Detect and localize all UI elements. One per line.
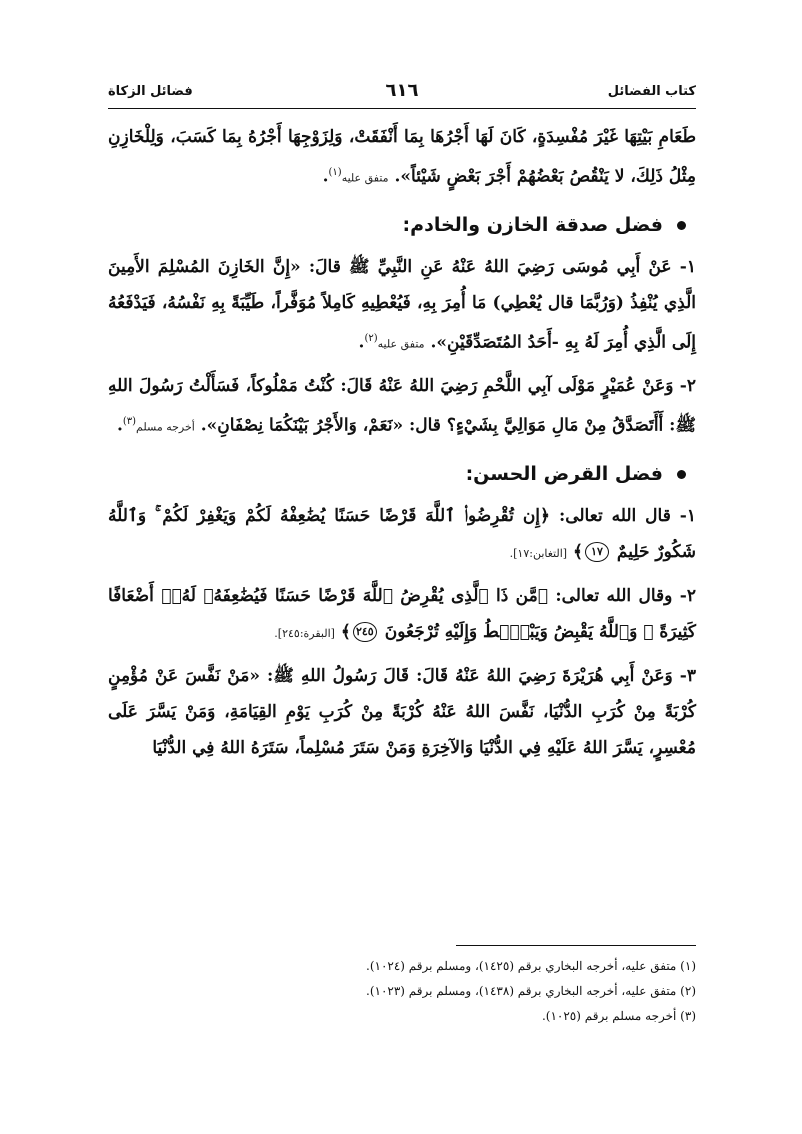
footnote: (٢) متفق عليه، أخرجه البخاري برقم (١٤٣٨)، ومسلم برقم (١٠٢٣). bbox=[366, 984, 696, 998]
ayah-number-icon: ١٧ bbox=[585, 542, 609, 562]
header-rule bbox=[108, 108, 696, 109]
page-number: ٦١٦ bbox=[385, 80, 419, 101]
hadith-item bbox=[108, 658, 696, 766]
intro-paragraph: طَعَامِ بَيْتِهَا غَيْرَ مُفْسِدَةٍ، كَانَ لَهَا أَجْرُهَا بِمَا أَنْفَقَتْ، وَلِزَوْجِهَا أَجْرُهُ بِمَا كَسَبَ، وَلِلْخَازِنِ مِثْلُ ذَلِكَ، لا يَنْقُصُ بَعْضُهُمْ أَجْرَ بَعْضٍ شَيْئاً». متفق عليه$^{(١)}$. bbox=[108, 127, 696, 187]
page bbox=[108, 80, 696, 772]
footnote: (٣) أخرجه مسلم برقم (١٠٢٥). bbox=[541, 1009, 696, 1023]
footnote-marker: (١) bbox=[328, 167, 342, 178]
chapter-title: فضائل الزكاة bbox=[108, 84, 193, 99]
quran-item bbox=[108, 578, 696, 652]
quran-ref: [البقرة:٢٤٥]. bbox=[274, 626, 335, 640]
quran-lead: وقال الله تعالى: bbox=[555, 585, 673, 606]
hadith-text: وَعَنْ عُمَيْرٍ مَوْلَى آبِي اللَّحْمِ رَضِيَ اللهُ عَنْهُ قَالَ: كُنْتُ مَمْلُوكاً، فَسَأَلْتُ رَسُولَ اللهِ ﷺ: أَأَتَصَدَّقُ مِنْ مَالِ مَوَالِيَّ بِشَيْءٍ؟ قال: «نَعَمْ، وَالأَجْرُ بَيْنَكُمَا نِصْفَانِ». bbox=[108, 376, 696, 436]
bullet-icon bbox=[677, 221, 686, 230]
item-number: ٢- bbox=[679, 585, 696, 606]
quran-lead: قال الله تعالى: bbox=[558, 505, 671, 526]
quran-verse: ﴿مَّن ذَا ٱلَّذِى يُقْرِضُ ٱللَّهَ قَرْضًا حَسَنًا فَيُضَٰعِفَهُۥ لَهُۥٓ أَضْعَافًا كَثِيرَةً ۚ وَٱللَّهُ يَقْبِضُ وَيَبْصُۜطُ وَإِلَيْهِ تُرْجَعُونَ bbox=[108, 585, 696, 642]
quran-close: ﴾ bbox=[340, 621, 351, 642]
ayah-number-icon: ٢٤٥ bbox=[353, 622, 377, 642]
hadith-item: ١- عَنْ أَبِي مُوسَى رَضِيَ اللهُ عَنْهُ عَنِ النَّبِيِّ ﷺ قالَ: «إِنَّ الخَازِنَ المُسْلِمَ الأَمِينَ الَّذِي يُنْفِذُ (وَرُبَّمَا قال يُعْطِي) مَا أُمِرَ بِهِ، فَيُعْطِيهِ كَامِلاً مُوَفَّراً، طَيِّبَةً بِهِ نَفْسُهُ، فَيَدْفَعُهُ إِلَى الَّذِي أُمِرَ لَهُ بِهِ -أَحَدُ المُتَصَدِّقَيْنِ». متفق عليه$^{(٢)}$. bbox=[108, 256, 696, 353]
section-heading-loan bbox=[108, 456, 696, 492]
page-header bbox=[108, 80, 696, 108]
quran-item bbox=[108, 498, 696, 572]
hadith-ref: متفق عليه bbox=[377, 337, 425, 351]
bullet-icon bbox=[677, 470, 686, 479]
heading-text: فضل القرض الحسن: bbox=[465, 462, 663, 485]
footnote: (١) متفق عليه، أخرجه البخاري برقم (١٤٢٥)، ومسلم برقم (١٠٢٤). bbox=[366, 959, 696, 973]
section-heading-treasurer bbox=[108, 207, 696, 243]
hadith-item: ٢- وَعَنْ عُمَيْرٍ مَوْلَى آبِي اللَّحْمِ رَضِيَ اللهُ عَنْهُ قَالَ: كُنْتُ مَمْلُوكاً، فَسَأَلْتُ رَسُولَ اللهِ ﷺ: أَأَتَصَدَّقُ مِنْ مَالِ مَوَالِيَّ بِشَيْءٍ؟ قال: «نَعَمْ، وَالأَجْرُ بَيْنَكُمَا نِصْفَانِ». أخرجه مسلم$^{(٣)}$. bbox=[108, 376, 696, 436]
item-number: ١- bbox=[679, 256, 696, 277]
book-title: كتاب الفضائل bbox=[607, 84, 696, 99]
footnote-marker: (٢) bbox=[364, 332, 378, 344]
item-number: ٣- bbox=[679, 665, 696, 686]
quran-close: ﴾ bbox=[572, 541, 583, 562]
item-number: ١- bbox=[679, 505, 696, 526]
footnote-rule bbox=[456, 945, 696, 946]
hadith-ref: أخرجه مسلم bbox=[136, 420, 195, 434]
quran-ref: [التغابن:١٧]. bbox=[509, 546, 568, 560]
hadith-text: عَنْ أَبِي مُوسَى رَضِيَ اللهُ عَنْهُ عَنِ النَّبِيِّ ﷺ قالَ: «إِنَّ الخَازِنَ المُسْلِمَ الأَمِينَ الَّذِي يُنْفِذُ (وَرُبَّمَا قال يُعْطِي) مَا أُمِرَ بِهِ، فَيُعْطِيهِ كَامِلاً مُوَفَّراً، طَيِّبَةً بِهِ نَفْسُهُ، فَيَدْفَعُهُ إِلَى الَّذِي أُمِرَ لَهُ بِهِ -أَحَدُ المُتَصَدِّقَيْنِ». bbox=[108, 256, 696, 353]
body-text bbox=[108, 119, 696, 766]
intro-text: طَعَامِ بَيْتِهَا غَيْرَ مُفْسِدَةٍ، كَانَ لَهَا أَجْرُهَا بِمَا أَنْفَقَتْ، وَلِزَوْجِهَا أَجْرُهُ بِمَا كَسَبَ، وَلِلْخَازِنِ مِثْلُ ذَلِكَ، لا يَنْقُصُ بَعْضُهُمْ أَجْرَ بَعْضٍ شَيْئاً». bbox=[108, 127, 696, 187]
item-number: ٢- bbox=[679, 376, 696, 397]
quran-verse: ﴿إِن تُقْرِضُوا۟ ٱللَّهَ قَرْضًا حَسَنًا يُضَٰعِفْهُ لَكُمْ وَيَغْفِرْ لَكُمْ ۚ وَٱللَّهُ شَكُورٌ حَلِيمٌ bbox=[108, 505, 696, 562]
hadith-text: وَعَنْ أَبِي هُرَيْرَةَ رَضِيَ اللهُ عَنْهُ قَالَ: قَالَ رَسُولُ اللهِ ﷺ: «مَنْ نَفَّسَ عَنْ مُؤْمِنٍ كُرْبَةً مِنْ كُرَبِ الدُّنْيَا، نَفَّسَ اللهُ عَنْهُ كُرْبَةً مِنْ كُرَبِ يَوْمِ القِيَامَةِ، وَمَنْ يَسَّرَ عَلَى مُعْسِرٍ، يَسَّرَ اللهُ عَلَيْهِ فِي الدُّنْيَا وَالآخِرَةِ وَمَنْ سَتَرَ مُسْلِماً، سَتَرَهُ اللهُ فِي الدُّنْيَا bbox=[108, 665, 696, 758]
heading-text: فضل صدقة الخازن والخادم: bbox=[402, 213, 663, 236]
footnotes bbox=[108, 945, 696, 1029]
footnote-marker: (٣) bbox=[122, 416, 137, 428]
intro-ref: متفق عليه bbox=[341, 171, 389, 185]
